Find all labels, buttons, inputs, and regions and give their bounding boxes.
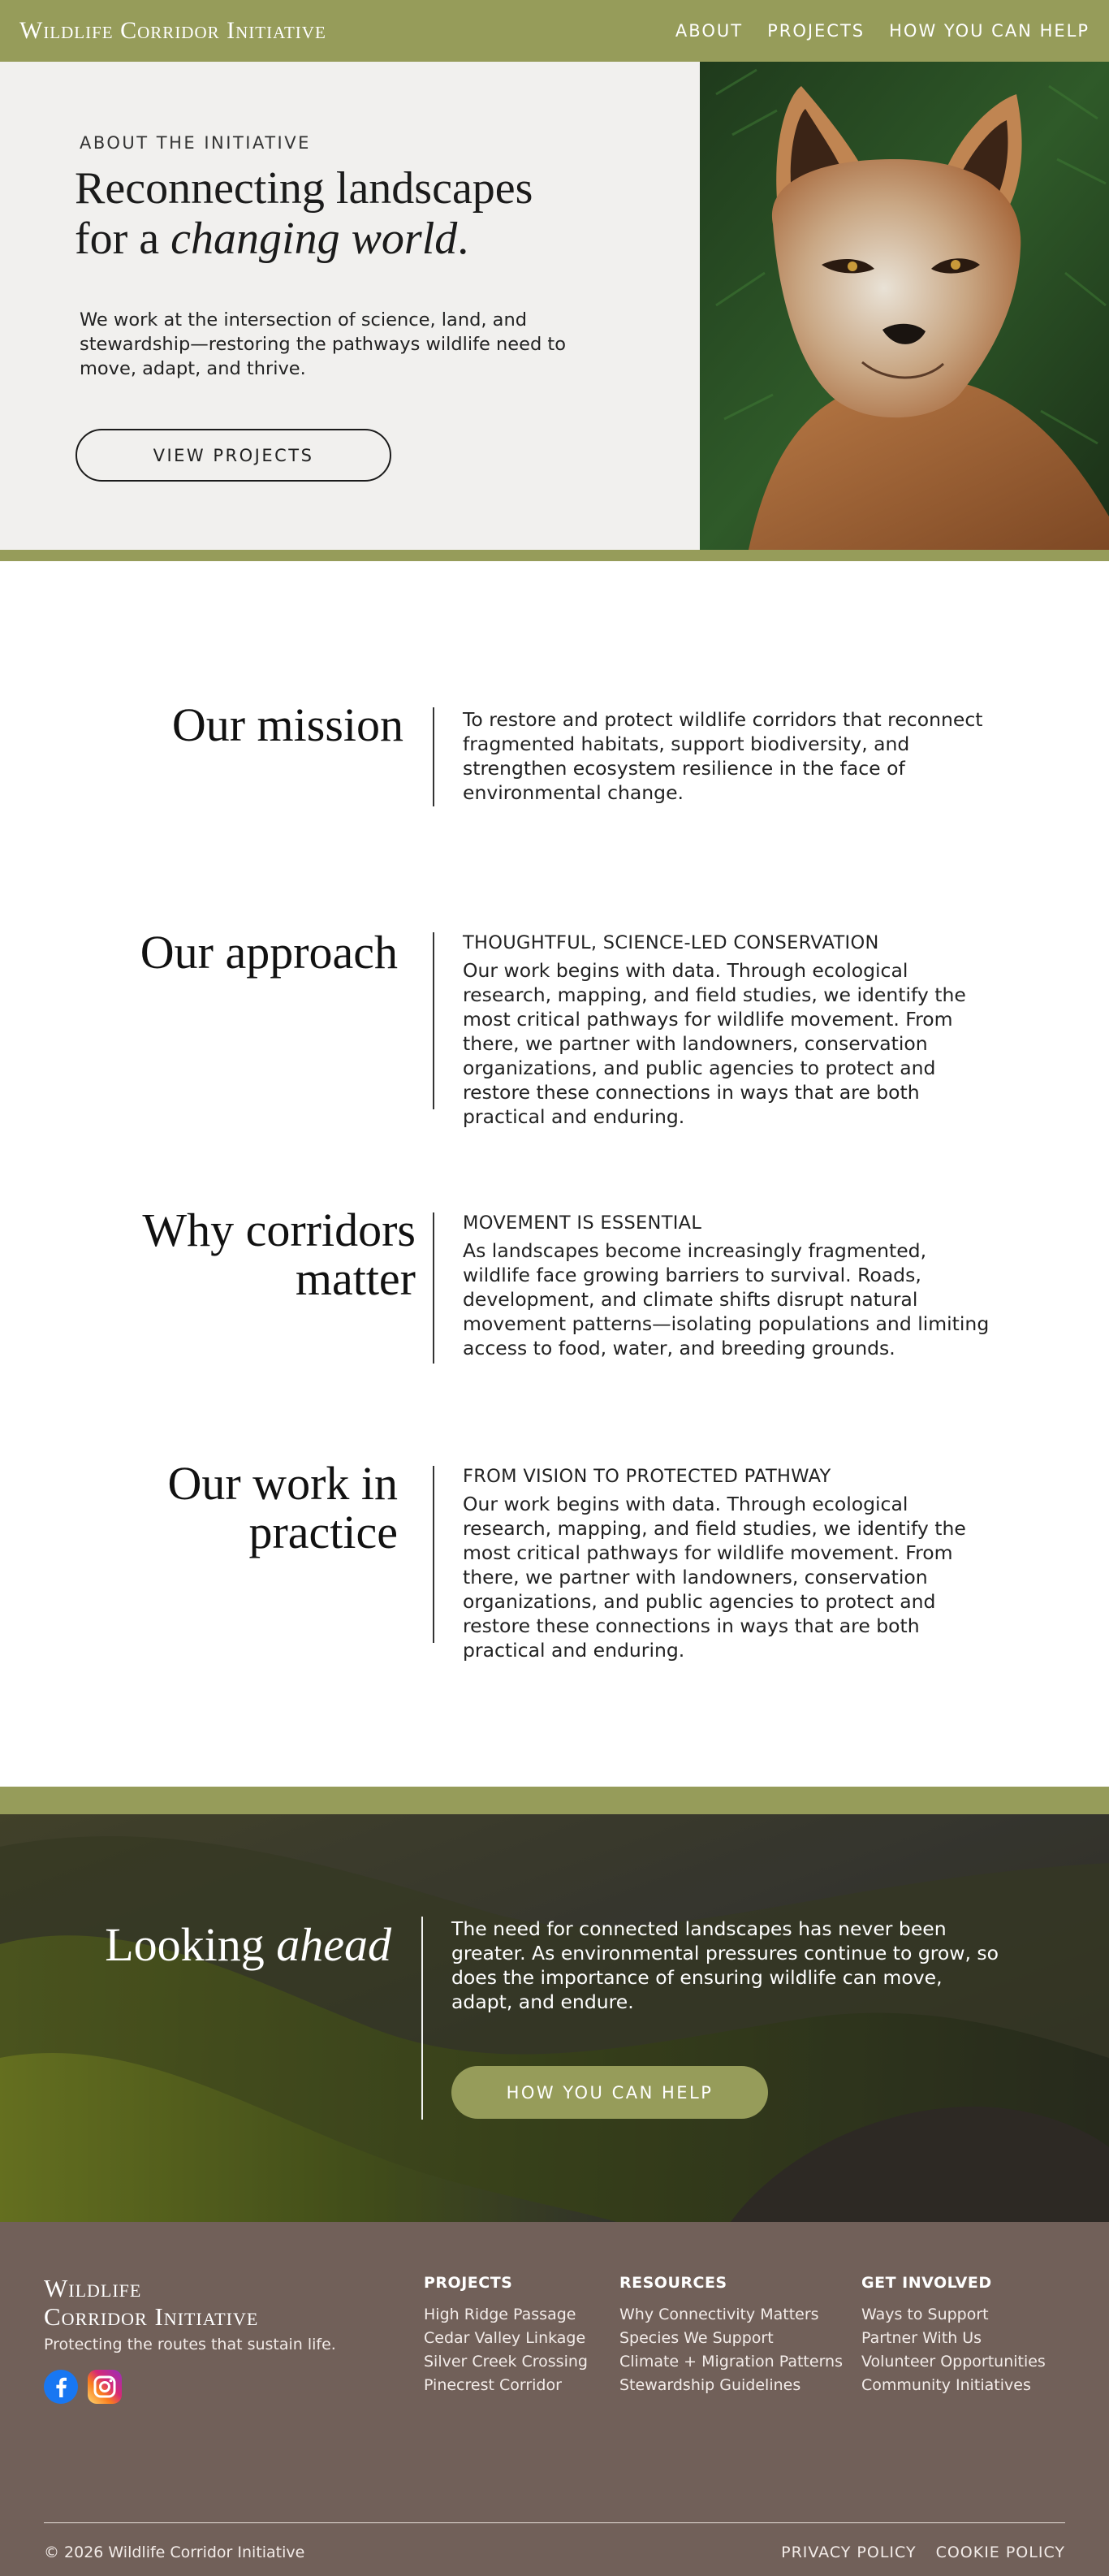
work-in-practice-rule <box>433 1466 434 1643</box>
looking-ahead-heading <box>105 1917 391 1972</box>
footer-col-get-involved <box>861 2274 1046 2397</box>
looking-ahead-rule <box>421 1917 423 2120</box>
footer-logo-line1: Wildlife <box>44 2274 142 2302</box>
footer-legal-links <box>781 2544 1065 2561</box>
why-corridors-kicker: MOVEMENT IS ESSENTIAL <box>463 1212 702 1234</box>
looking-ahead-text: The need for connected landscapes has never been greater. As environmental pressures continue to grow, so does the importance of ensuring wildlife can move, adapt, and endure. <box>451 1917 999 2013</box>
hero-title-line2-italic: changing world <box>170 214 458 264</box>
footer-link-ways-to-support[interactable]: Ways to Support <box>861 2306 989 2323</box>
mission-text: To restore and protect wildlife corridors that reconnect fragmented habitats, support biodiversity, and strengthen ecosystem resilience in the face of environmental change. <box>463 708 983 804</box>
footer-link-silver-creek-crossing[interactable]: Silver Creek Crossing <box>424 2353 588 2371</box>
nav-how-you-can-help[interactable]: HOW YOU CAN HELP <box>889 21 1090 41</box>
cookie-policy-link[interactable]: COOKIE POLICY <box>935 2544 1065 2561</box>
work-in-practice-heading-line2: practice <box>248 1506 398 1558</box>
view-projects-button[interactable]: VIEW PROJECTS <box>76 429 391 482</box>
approach-kicker: THOUGHTFUL, SCIENCE-LED CONSERVATION <box>463 932 879 953</box>
looking-ahead-section <box>0 1814 1109 2222</box>
looking-ahead-heading-plain: Looking <box>105 1918 277 1971</box>
approach-heading-line1: Our approach <box>140 926 398 979</box>
footer-col-projects <box>424 2274 588 2397</box>
work-in-practice-body <box>463 1466 999 1662</box>
footer-tagline: Protecting the routes that sustain life. <box>44 2336 336 2353</box>
hero-title-line2-plain: for a <box>75 214 171 264</box>
work-in-practice-kicker: FROM VISION TO PROTECTED PATHWAY <box>463 1466 831 1487</box>
why-corridors-body <box>463 1212 999 1360</box>
looking-ahead-heading-italic: ahead <box>276 1918 391 1971</box>
work-in-practice-heading-line1: Our work in <box>167 1457 398 1510</box>
footer-link-community-initiatives[interactable]: Community Initiatives <box>861 2376 1031 2394</box>
footer-link-pinecrest-corridor[interactable]: Pinecrest Corridor <box>424 2376 562 2394</box>
hero-title <box>75 163 533 264</box>
footer-link-partner-with-us[interactable]: Partner With Us <box>861 2329 982 2347</box>
facebook-icon[interactable] <box>44 2370 78 2407</box>
why-corridors-heading <box>142 1206 416 1303</box>
footer-link-stewardship-guidelines[interactable]: Stewardship Guidelines <box>619 2376 801 2394</box>
how-you-can-help-button[interactable]: HOW YOU CAN HELP <box>451 2066 768 2119</box>
work-in-practice-text: Our work begins with data. Through ecological research, mapping, and field studies, we identify the most critical pathways for wildlife movement. From there, we partner with landowners, conservation organizations, and public agencies to protect and restore these connections in ways that are both practical and enduring. <box>463 1493 966 1662</box>
mission-rule <box>433 707 434 806</box>
hero-content <box>0 62 700 550</box>
why-corridors-heading-line1: Why corridors <box>142 1204 416 1256</box>
footer-col-resources <box>619 2274 843 2397</box>
mission-heading <box>171 698 403 751</box>
mission-section <box>0 561 1109 805</box>
footer-link-species-we-support[interactable]: Species We Support <box>619 2329 774 2347</box>
why-corridors-section <box>0 1206 1109 1368</box>
footer-copyright: © 2026 Wildlife Corridor Initiative <box>44 2544 305 2561</box>
why-corridors-text: As landscapes become increasingly fragmented, wildlife face growing barriers to survival. Roads, development, and climate shifts disrupt natural movement patterns—isolating populations and limiting access to food, water, and breeding grounds. <box>463 1239 990 1359</box>
approach-text: Our work begins with data. Through ecological research, mapping, and field studies, we identify the most critical pathways for wildlife movement. From there, we partner with landowners, conservation organizations, and public agencies to protect and restore these connections in ways that are both practical and enduring. <box>463 959 966 1128</box>
site-footer <box>0 2222 1109 2576</box>
footer-link-cedar-valley-linkage[interactable]: Cedar Valley Linkage <box>424 2329 586 2347</box>
fox-illustration <box>700 62 1109 550</box>
footer-link-volunteer-opportunities[interactable]: Volunteer Opportunities <box>861 2353 1046 2371</box>
work-in-practice-section <box>0 1459 1109 1662</box>
fox-photo <box>700 62 1109 550</box>
instagram-icon[interactable] <box>88 2370 122 2407</box>
privacy-policy-link[interactable]: PRIVACY POLICY <box>781 2544 917 2561</box>
nav-projects[interactable]: PROJECTS <box>767 21 865 41</box>
hero-divider <box>0 550 1109 561</box>
work-in-practice-heading <box>167 1459 398 1557</box>
footer-logo-line2: Corridor Initiative <box>44 2302 259 2331</box>
hero-description: We work at the intersection of science, land, and stewardship—restoring the pathways wildlife need to move, adapt, and thrive. <box>80 309 567 379</box>
site-logo[interactable]: Wildlife Corridor Initiative <box>19 17 326 44</box>
why-corridors-heading-line2: matter <box>295 1252 416 1305</box>
approach-body <box>463 932 999 1129</box>
footer-col-resources-title: RESOURCES <box>619 2274 727 2292</box>
footer-logo[interactable] <box>44 2274 258 2331</box>
nav-about[interactable]: ABOUT <box>675 21 744 41</box>
mission-heading-line1: Our mission <box>171 698 403 751</box>
footer-divider <box>44 2522 1065 2523</box>
footer-col-projects-title: PROJECTS <box>424 2274 513 2292</box>
approach-rule <box>433 932 434 1109</box>
social-links <box>44 2370 122 2407</box>
footer-link-high-ridge-passage[interactable]: High Ridge Passage <box>424 2306 576 2323</box>
footer-col-get-involved-title: GET INVOLVED <box>861 2274 992 2292</box>
site-header <box>0 0 1109 62</box>
approach-heading <box>140 928 398 977</box>
hero-title-line1: Reconnecting landscapes <box>75 163 533 214</box>
ahead-divider <box>0 1787 1109 1814</box>
mission-body <box>463 707 999 805</box>
hero-eyebrow: ABOUT THE INITIATIVE <box>80 133 311 153</box>
main-nav <box>675 21 1090 41</box>
approach-section <box>0 926 1109 1129</box>
hero-section <box>0 62 1109 550</box>
valley-background <box>0 1814 1109 2222</box>
footer-link-climate-migration-patterns[interactable]: Climate + Migration Patterns <box>619 2353 843 2371</box>
footer-link-why-connectivity-matters[interactable]: Why Connectivity Matters <box>619 2306 819 2323</box>
why-corridors-rule <box>433 1212 434 1364</box>
hero-title-line2-end: . <box>457 214 469 264</box>
